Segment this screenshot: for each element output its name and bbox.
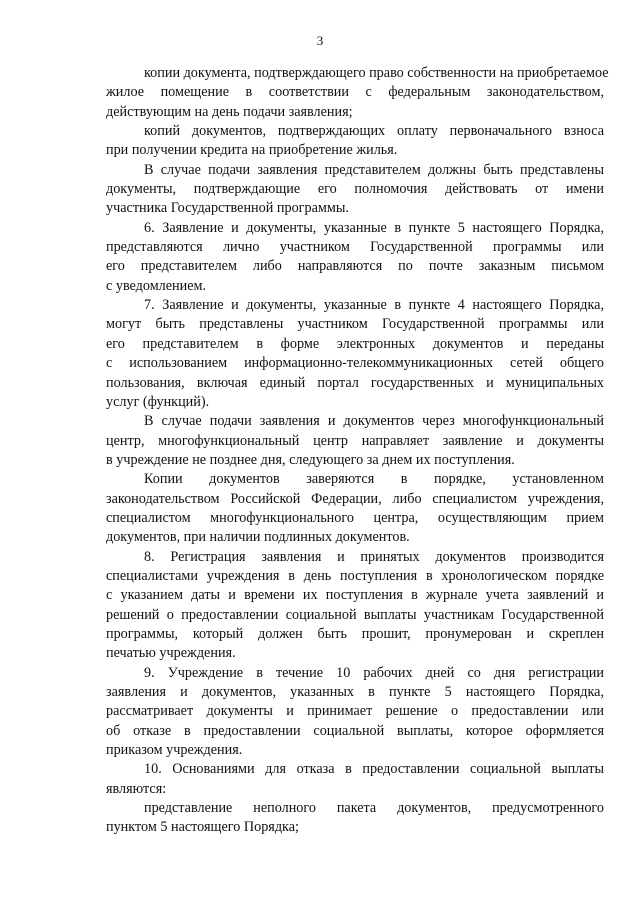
text-line: 10. Основаниями для отказа в предоставлении социальной выплаты [144,761,604,778]
text-line: его представителем либо направляются по почте заказным письмом [106,258,604,275]
text-line: рассматривает документы и принимает решение о предоставлении или [106,703,604,720]
document-body [106,64,609,838]
text-line: Копии документов заверяются в порядке, установленном [144,471,604,488]
text-line: копии документа, подтверждающего право собственности на приобретаемое [144,65,609,81]
text-line: услуг (функций). [106,393,210,410]
text-line: могут быть представлены участником Государственной программы или [106,316,604,333]
text-line: пользования, включая единый портал государственных и муниципальных [106,374,604,391]
text-line: его представителем в форме электронных документов и переданы [106,335,604,352]
text-line: 6. Заявление и документы, указанные в пункте 5 настоящего Порядка, [144,219,604,236]
text-line: В случае подачи заявления представителем должны быть представлены [144,161,604,178]
text-line: являются: [106,780,167,797]
text-line: об отказе в предоставлении социальной выплаты, которое оформляется [106,722,604,739]
text-line: печатью учреждения. [106,645,236,662]
text-line: представление неполного пакета документов, предусмотренного [144,800,604,817]
text-line: участника Государственной программы. [106,200,349,217]
text-line: пунктом 5 настоящего Порядка; [106,819,299,836]
text-line: законодательством Российской Федерации, либо специалистом учреждения, [106,490,604,507]
text-line: копий документов, подтверждающих оплату первоначального взноса [144,123,604,140]
text-line: 9. Учреждение в течение 10 рабочих дней со дня регистрации [144,664,604,681]
text-line: представляются лично участником Государственной программы или [106,239,604,256]
text-line: специалистом многофункционального центра, осуществляющим прием [106,509,604,526]
text-line: решений о предоставлении социальной выплаты участникам Государственной [106,606,604,623]
text-line: с указанием даты и времени их поступления в журнале учета заявлений и [106,587,604,604]
text-line: В случае подачи заявления и документов через многофункциональный [144,413,604,430]
text-line: жилое помещение в соответствии с федеральным законодательством, [106,84,604,101]
text-line: документы, подтверждающие его полномочия действовать от имени [106,181,604,198]
text-line: 7. Заявление и документы, указанные в пункте 4 настоящего Порядка, [144,297,604,314]
text-line: приказом учреждения. [106,742,243,759]
text-line: документов, при наличии подлинных документов. [106,529,410,546]
text-line: при получении кредита на приобретение жилья. [106,142,398,159]
text-line: 8. Регистрация заявления и принятых документов производится [144,548,604,565]
text-line: действующим на день подачи заявления; [106,103,353,120]
text-line: с использованием информационно-телекоммуникационных сетей общего [106,355,604,372]
text-line: в учреждение не позднее дня, следующего за днем их поступления. [106,451,515,468]
text-line: заявления и документов, указанных в пункте 5 настоящего Порядка, [106,684,604,700]
text-line: центр, многофункциональный центр направляет заявление и документы [106,432,604,449]
text-line: программы, который должен быть прошит, пронумерован и скреплен [106,625,604,642]
page-number: 3 [316,33,324,48]
text-line: специалистами учреждения в день поступления в хронологическом порядке [106,567,604,584]
text-line: с уведомлением. [106,277,207,294]
